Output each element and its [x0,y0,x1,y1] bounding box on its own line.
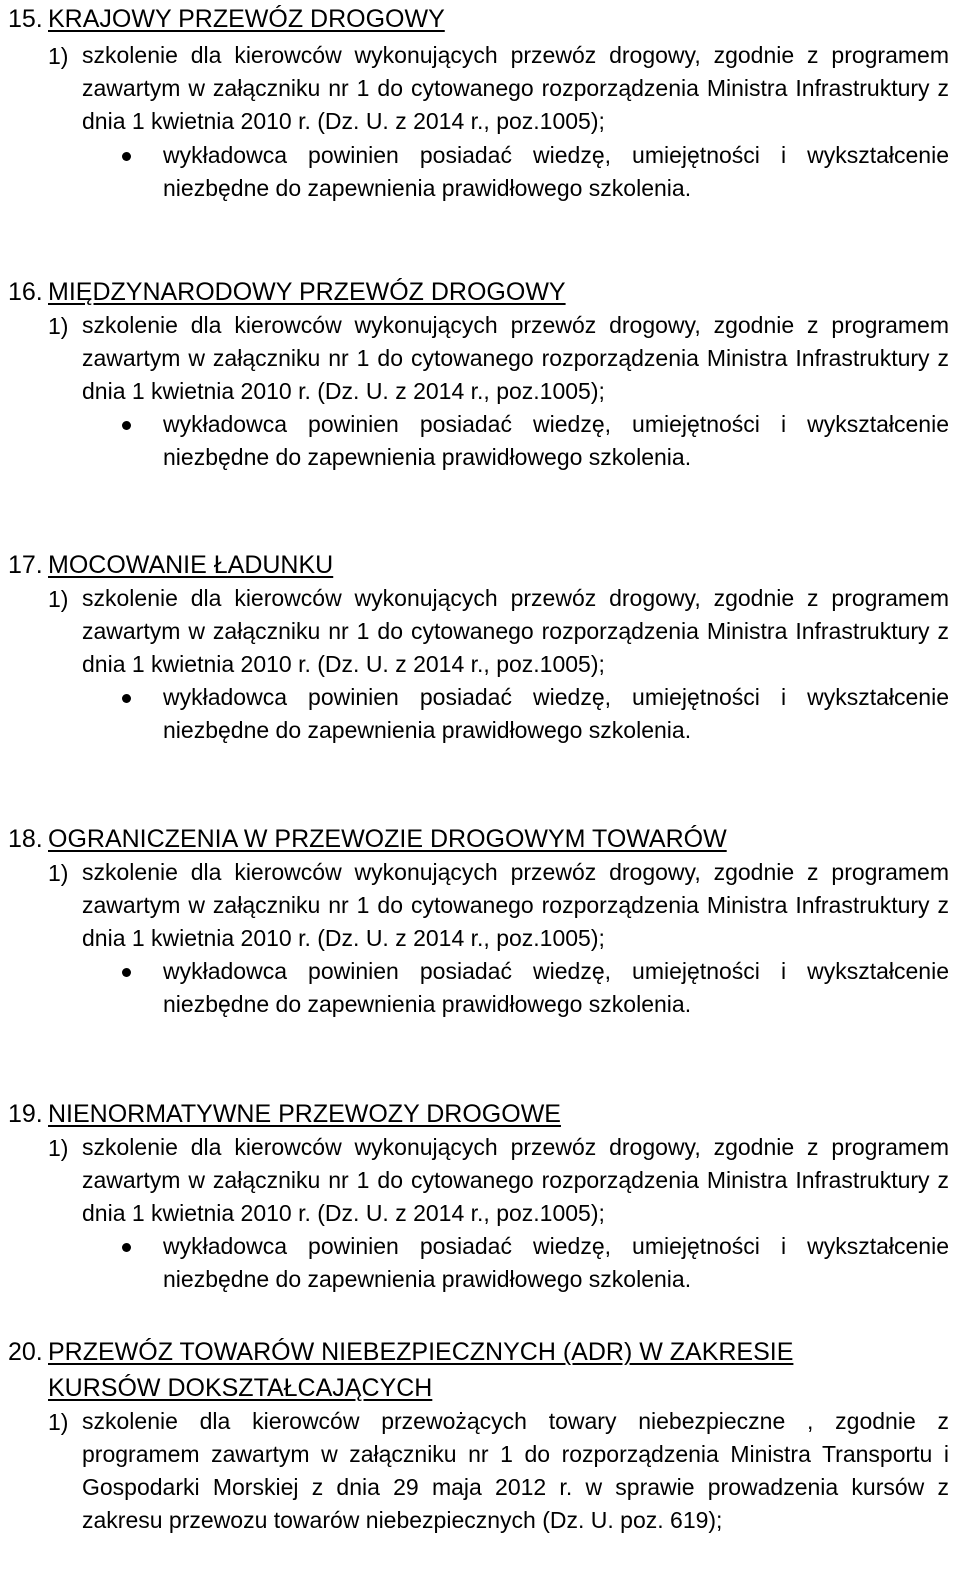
section-heading [8,275,566,309]
section-heading [8,822,727,856]
section-title: PRZEWÓZ TOWARÓW NIEBEZPIECZNYCH (ADR) W ZAKRESIE [48,1338,794,1366]
section-heading [8,548,333,582]
item-number: 1) [48,860,69,886]
section-title: OGRANICZENIA W PRZEWOZIE DROGOWYM TOWARÓW [48,825,727,853]
item-text: szkolenie dla kierowców przewożących towary niebezpieczne , zgodnie z programem zawartym w załączniku nr 1 do rozporządzenia Ministra Transportu i Gospodarki Morskiej z dnia 29 maja 2012 r. w sprawie prowadzenia kursów z zakresu przewozu towarów niebezpiecznych (Dz. U. poz. 619); [82,1408,949,1533]
item-number: 1) [48,43,69,69]
section-title: MIĘDZYNARODOWY PRZEWÓZ DROGOWY [48,278,566,306]
bullet-text: wykładowca powinien posiadać wiedzę, umiejętności i wykształcenie niezbędne do zapewnienia prawidłowego szkolenia. [163,142,949,201]
item-text: szkolenie dla kierowców wykonujących przewóz drogowy, zgodnie z programem zawartym w załączniku nr 1 do cytowanego rozporządzenia Ministra Infrastruktury z dnia 1 kwietnia 2010 r. (Dz. U. z 2014 r., poz.1005); [82,1134,949,1226]
bullet-text: wykładowca powinien posiadać wiedzę, umiejętności i wykształcenie niezbędne do zapewnienia prawidłowego szkolenia. [163,411,949,470]
bullet-icon [122,968,131,977]
bullet-icon [122,152,131,161]
section-heading [8,2,445,36]
section-heading [8,1335,793,1369]
section-title: KRAJOWY PRZEWÓZ DROGOWY [48,5,445,33]
item-number: 1) [48,313,69,339]
bullet-text: wykładowca powinien posiadać wiedzę, umiejętności i wykształcenie niezbędne do zapewnienia prawidłowego szkolenia. [163,958,949,1017]
item-number: 1) [48,1135,69,1161]
item-text: szkolenie dla kierowców wykonujących przewóz drogowy, zgodnie z programem zawartym w załączniku nr 1 do cytowanego rozporządzenia Ministra Infrastruktury z dnia 1 kwietnia 2010 r. (Dz. U. z 2014 r., poz.1005); [82,42,949,134]
item-text: szkolenie dla kierowców wykonujących przewóz drogowy, zgodnie z programem zawartym w załączniku nr 1 do cytowanego rozporządzenia Ministra Infrastruktury z dnia 1 kwietnia 2010 r. (Dz. U. z 2014 r., poz.1005); [82,859,949,951]
section-title: MOCOWANIE ŁADUNKU [48,551,334,579]
section-heading [8,1097,561,1131]
section-title-continued: KURSÓW DOKSZTAŁCAJĄCYCH [48,1374,433,1402]
item-number: 1) [48,586,69,612]
section-title: NIENORMATYWNE PRZEWOZY DROGOWE [48,1100,561,1128]
bullet-text: wykładowca powinien posiadać wiedzę, umiejętności i wykształcenie niezbędne do zapewnienia prawidłowego szkolenia. [163,1233,949,1292]
section-number: 16. [8,278,43,306]
section-number: 15. [8,5,43,33]
section-number: 20. [8,1338,43,1366]
item-text: szkolenie dla kierowców wykonujących przewóz drogowy, zgodnie z programem zawartym w załączniku nr 1 do cytowanego rozporządzenia Ministra Infrastruktury z dnia 1 kwietnia 2010 r. (Dz. U. z 2014 r., poz.1005); [82,585,949,677]
bullet-icon [122,421,131,430]
section-number: 17. [8,551,43,579]
bullet-icon [122,1243,131,1252]
bullet-text: wykładowca powinien posiadać wiedzę, umiejętności i wykształcenie niezbędne do zapewnienia prawidłowego szkolenia. [163,684,949,743]
item-number: 1) [48,1409,69,1435]
bullet-icon [122,694,131,703]
section-number: 19. [8,1100,43,1128]
item-text: szkolenie dla kierowców wykonujących przewóz drogowy, zgodnie z programem zawartym w załączniku nr 1 do cytowanego rozporządzenia Ministra Infrastruktury z dnia 1 kwietnia 2010 r. (Dz. U. z 2014 r., poz.1005); [82,312,949,404]
section-number: 18. [8,825,43,853]
